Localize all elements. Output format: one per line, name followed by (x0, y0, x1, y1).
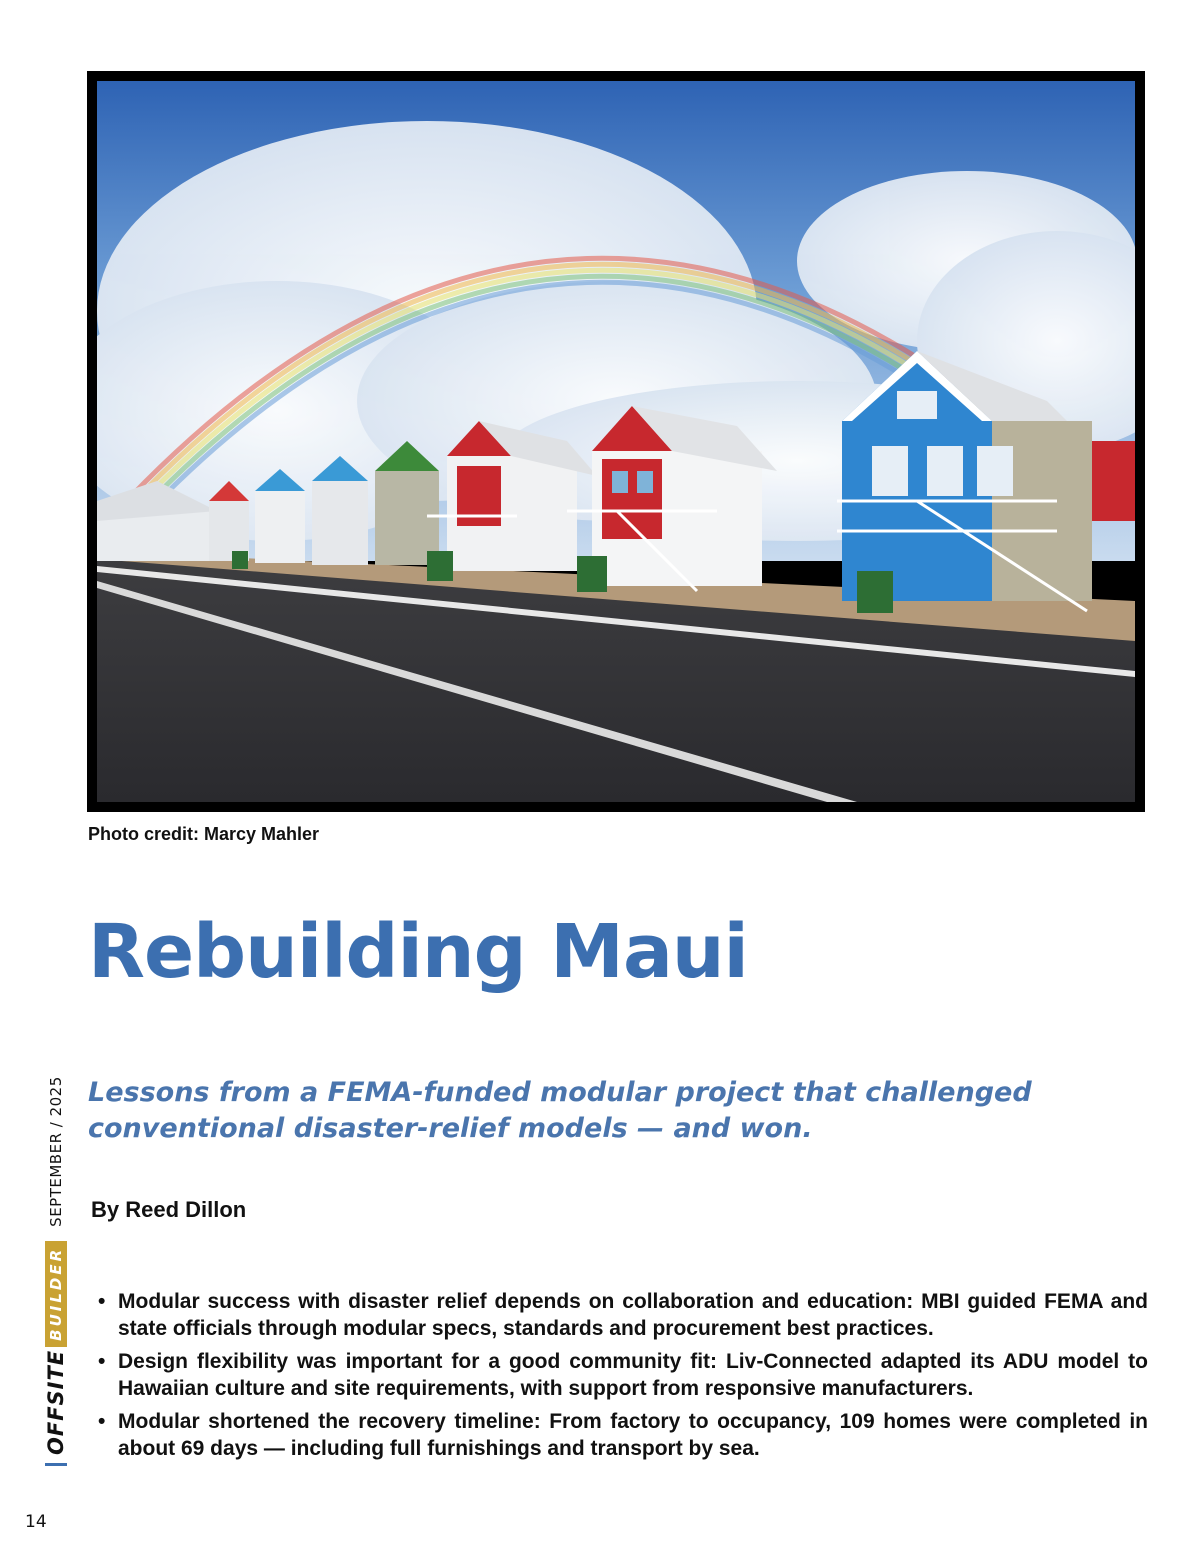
modular-homes-rainbow-photo (97, 81, 1135, 802)
key-point-2: • Design flexibility was important for a good community fit: Liv-Connected adapted its ADU model to Hawaiian culture and site requirements, with support from responsive manufacturers. (96, 1348, 1148, 1402)
key-point-1: • Modular success with disaster relief depends on collaboration and education: MBI guided FEMA and state officials through modular specs, standards and procurement best practices. (96, 1288, 1148, 1342)
brand-builder: BUILDER (45, 1241, 67, 1347)
sidebar-divider (45, 1463, 67, 1466)
article-byline: By Reed Dillon (91, 1197, 247, 1222)
article-photo-frame (87, 71, 1145, 812)
article-title: Rebuilding Maui (88, 909, 748, 995)
photo-credit: Photo credit: Marcy Mahler (88, 824, 320, 844)
key-points-list (96, 1288, 1148, 1468)
key-point-3: • Modular shortened the recovery timeline: From factory to occupancy, 109 homes were completed in about 69 days — including full furnishings and transport by sea. (96, 1408, 1148, 1462)
brand-offsite: OFFSITE (44, 1349, 68, 1455)
magazine-sidebar (43, 1076, 69, 1466)
page-number: 14 (25, 1512, 47, 1532)
article-subtitle: Lessons from a FEMA-funded modular project that challenged conventional disaster-relief models — and won. (88, 1077, 1032, 1144)
issue-date: SEPTEMBER / 2025 (47, 1076, 65, 1227)
